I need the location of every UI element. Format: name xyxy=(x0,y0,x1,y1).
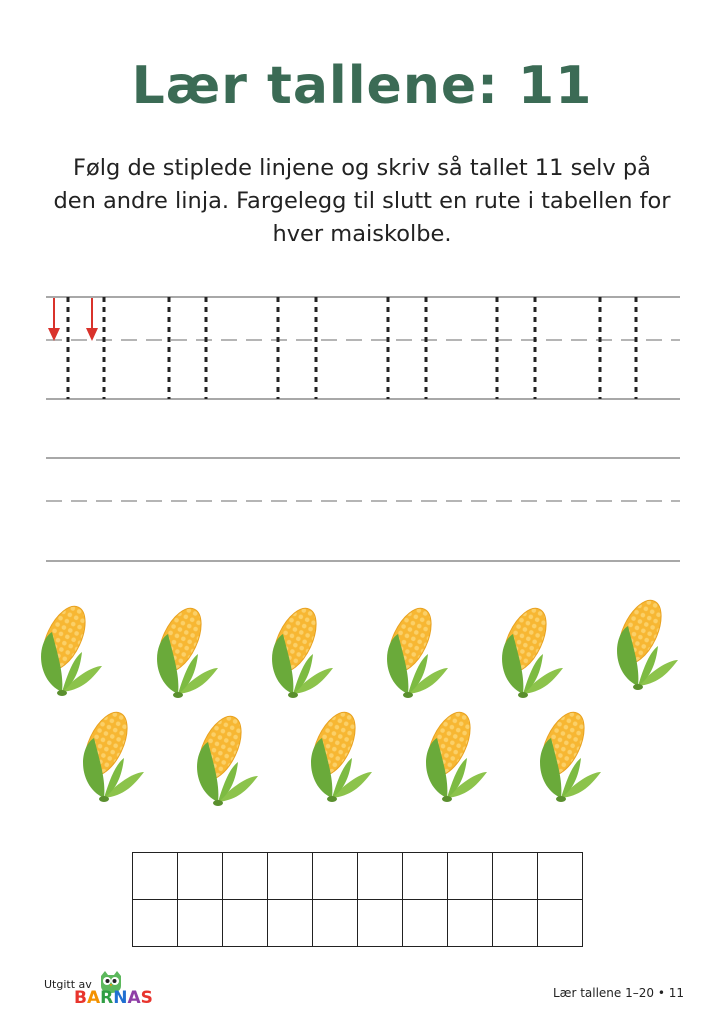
tally-cell[interactable] xyxy=(493,900,538,947)
footer-page-label: Lær tallene 1–20 • 11 xyxy=(552,986,684,1000)
tally-cell[interactable] xyxy=(358,900,403,947)
page-title: Lær tallene: 11 xyxy=(131,56,593,116)
brand-letter: S xyxy=(140,988,153,1008)
brand-letter: R xyxy=(100,988,114,1008)
brand-letter: A xyxy=(127,988,141,1008)
publisher-brand xyxy=(74,988,153,1008)
tally-cell[interactable] xyxy=(313,853,358,900)
corn-icon xyxy=(150,602,218,698)
corn-icon xyxy=(34,600,102,696)
instructions: Følg de stiplede linjene og skriv så tallet 11 selv på den andre linja. Fargelegg til slutt en rute i tabellen for hver maiskolbe. xyxy=(53,155,671,247)
brand-letter: A xyxy=(86,988,101,1008)
tally-cell[interactable] xyxy=(403,853,448,900)
tally-cell[interactable] xyxy=(223,900,268,947)
corn-icon xyxy=(610,594,678,690)
tally-cell[interactable] xyxy=(538,900,583,947)
corn-icon xyxy=(190,710,258,806)
tally-cell[interactable] xyxy=(538,853,583,900)
corn-icon xyxy=(265,602,333,698)
tally-table xyxy=(132,852,583,947)
tally-cell[interactable] xyxy=(448,900,493,947)
corn-icon xyxy=(76,706,144,802)
tally-cell[interactable] xyxy=(133,853,178,900)
tally-cell[interactable] xyxy=(358,853,403,900)
brand-letter: N xyxy=(113,988,128,1008)
tally-cell[interactable] xyxy=(268,853,313,900)
tally-cell[interactable] xyxy=(313,900,358,947)
publisher-prefix: Utgitt av xyxy=(44,978,92,991)
tally-cell[interactable] xyxy=(223,853,268,900)
corn-icon xyxy=(419,706,487,802)
tally-row xyxy=(133,900,583,947)
corn-icon xyxy=(304,706,372,802)
tally-cell[interactable] xyxy=(403,900,448,947)
tally-cell[interactable] xyxy=(448,853,493,900)
tally-cell[interactable] xyxy=(493,853,538,900)
brand-letter: B xyxy=(74,988,87,1008)
tally-cell[interactable] xyxy=(178,900,223,947)
tally-cell[interactable] xyxy=(268,900,313,947)
corn-icon xyxy=(495,602,563,698)
corn-icon xyxy=(533,706,601,802)
tally-cell[interactable] xyxy=(178,853,223,900)
tally-cell[interactable] xyxy=(133,900,178,947)
corn-icon xyxy=(380,602,448,698)
tally-row xyxy=(133,853,583,900)
